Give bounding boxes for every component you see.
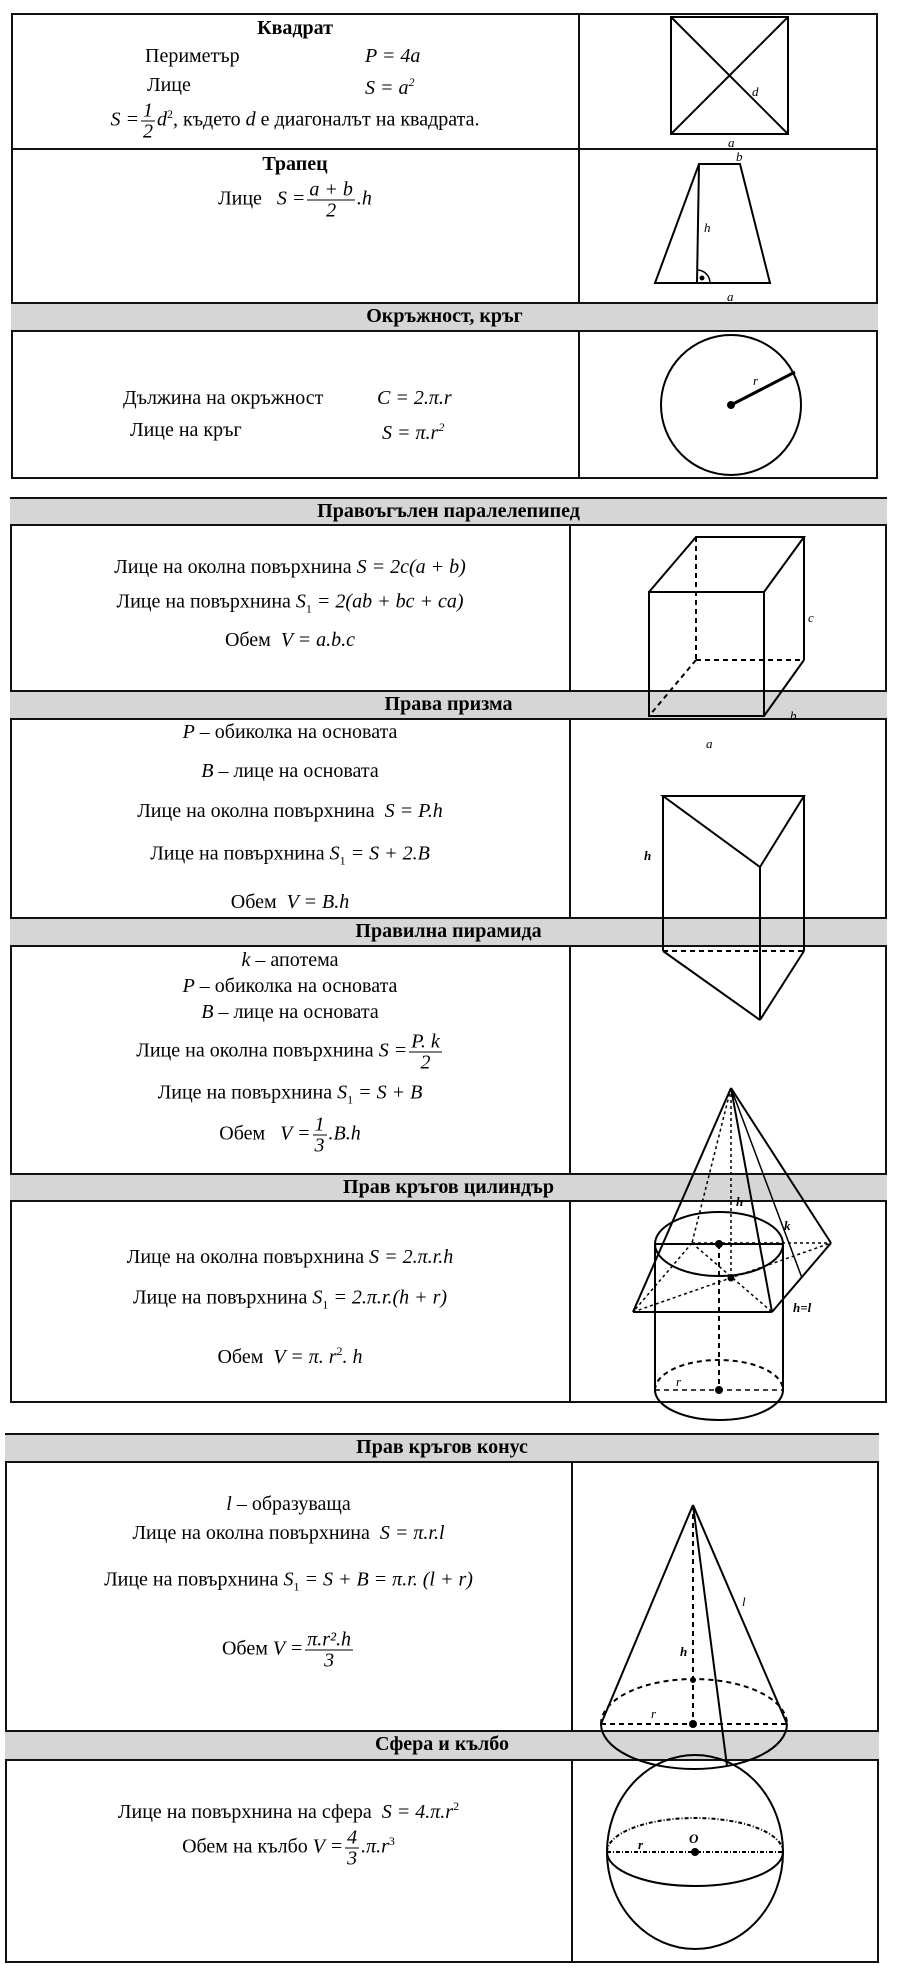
fraction — [409, 1032, 442, 1073]
text: е диагоналът на квадрата. — [255, 108, 480, 131]
label-h-equals-l: h=l — [793, 1300, 812, 1315]
section-title: Прав кръгов конус — [356, 1436, 528, 1458]
label: Лице на околна повърхнина — [126, 1246, 365, 1268]
label-c: c — [808, 610, 814, 625]
label-k: k — [784, 1218, 791, 1233]
denominator: 3 — [314, 1134, 325, 1157]
fraction — [305, 1630, 353, 1671]
section-title: Окръжност, кръг — [366, 305, 523, 327]
section-header-pyramid — [10, 917, 887, 947]
divider — [11, 148, 878, 150]
formula-lhs: V = — [280, 1122, 311, 1145]
text: – обиколка на основата — [194, 975, 398, 997]
label-h: h — [704, 220, 711, 235]
formula-lhs: S = — [110, 108, 139, 131]
pyramid-apothem-def — [10, 948, 570, 972]
pyramid-volume — [10, 1115, 570, 1156]
label-a: a — [728, 135, 735, 150]
label: Лице на околна повърхнина — [136, 1039, 374, 1062]
cone-generatrix-def — [5, 1492, 572, 1516]
fraction — [141, 101, 155, 142]
fraction — [345, 1828, 359, 1869]
label: Лице на околна повърхнина — [114, 556, 352, 578]
formula-s: S — [329, 842, 340, 865]
label: Лице на повърхнина — [132, 1286, 308, 1309]
formula: V = a.b.c — [280, 629, 356, 651]
formula: = 2.π.r.(h + r) — [328, 1286, 448, 1309]
subscript: 1 — [322, 1297, 329, 1312]
exponent: 2 — [167, 106, 173, 121]
prism-volume — [10, 890, 570, 914]
label-a: a — [706, 736, 713, 751]
label: Лице на повърхнина — [116, 590, 291, 613]
box-volume — [10, 628, 570, 652]
label-r: r — [753, 373, 759, 388]
variable: B — [201, 760, 214, 782]
prism-base-def — [10, 759, 570, 783]
subscript: 1 — [347, 1092, 354, 1107]
label: Обем — [221, 1637, 268, 1660]
numerator: a + b — [309, 178, 353, 201]
fraction — [313, 1115, 327, 1156]
label: Лице на повърхнина — [104, 1568, 279, 1591]
section-title: Сфера и кълбо — [375, 1733, 509, 1755]
denominator: 2 — [326, 199, 337, 222]
text: – образуваща — [231, 1493, 351, 1515]
variable: B — [201, 1001, 214, 1023]
formula-lhs: S = — [276, 187, 306, 210]
box-surface-area — [10, 590, 570, 621]
circumference-formula: C = 2.π.r — [377, 387, 452, 409]
label: Лице на повърхнина — [157, 1081, 333, 1104]
denominator: 3 — [347, 1847, 358, 1870]
numerator: 1 — [143, 99, 153, 122]
formula: S = 4.π.r — [381, 1800, 454, 1823]
label: Обем — [219, 1122, 266, 1145]
text: – обиколка на основата — [194, 721, 398, 743]
perimeter-label: Периметър — [145, 45, 240, 67]
cone-lateral-area — [5, 1521, 572, 1545]
label: Лице на повърхнина — [150, 842, 325, 865]
label-r: r — [651, 1706, 657, 1721]
subscript: 1 — [293, 1579, 300, 1594]
text: – апотема — [250, 949, 339, 971]
area-label: Лице — [147, 74, 191, 96]
circumference-label: Дължина на окръжност — [123, 387, 324, 409]
text: , където — [173, 108, 241, 131]
variable: k — [241, 949, 251, 971]
formula-tail: .π.r — [361, 1835, 389, 1858]
formula-text: S = a — [365, 76, 409, 99]
numerator: 4 — [347, 1826, 358, 1849]
formula: = S + B = π.r. (l + r) — [299, 1568, 473, 1591]
label: Обем — [224, 629, 271, 651]
exponent: 2 — [336, 1344, 343, 1359]
label-h: h — [736, 1194, 744, 1209]
exponent: 2 — [453, 1799, 460, 1814]
formula: V = π. r — [273, 1345, 337, 1368]
pyramid-perimeter-def — [10, 974, 570, 998]
label-l: l — [742, 1594, 746, 1609]
box-lateral-area — [10, 555, 570, 579]
cylinder-lateral-area — [10, 1245, 570, 1269]
numerator: π.r².h — [307, 1628, 352, 1651]
section-header-circle — [11, 302, 878, 332]
section-header-cone — [5, 1433, 879, 1463]
formula-s: S — [312, 1286, 323, 1309]
formula: S = 2c(a + b) — [356, 556, 466, 578]
label-h: h — [680, 1644, 688, 1659]
formula: V = B.h — [286, 891, 350, 913]
divider — [578, 331, 580, 478]
label: Лице — [218, 187, 262, 210]
label: Лице на повърхнина на сфера — [117, 1800, 372, 1823]
exponent: 2 — [408, 75, 415, 90]
formula-s: S — [295, 590, 306, 613]
fraction — [307, 180, 355, 221]
numerator: 1 — [314, 1113, 325, 1136]
perimeter-formula: P = 4a — [365, 45, 421, 67]
label-h: h — [644, 848, 652, 863]
label: Обем на кълбо — [182, 1835, 308, 1858]
formula: S = π.r.l — [379, 1522, 445, 1544]
cone-volume — [5, 1630, 572, 1671]
formula-lhs: S = — [378, 1039, 408, 1062]
prism-surface-area — [10, 842, 570, 873]
formula: = S + 2.B — [345, 842, 430, 865]
pyramid-lateral-area — [10, 1032, 570, 1073]
sphere-surface-area — [5, 1794, 572, 1824]
formula-s: S — [283, 1568, 294, 1591]
exponent: 3 — [388, 1833, 395, 1848]
denominator: 2 — [143, 120, 153, 143]
variable: d — [157, 108, 167, 131]
denominator: 3 — [324, 1649, 335, 1672]
section-header-prism — [10, 690, 887, 720]
prism-lateral-area — [10, 799, 570, 823]
section-header-cylinder — [10, 1173, 887, 1202]
variable: P — [182, 975, 195, 997]
label-a: a — [727, 289, 734, 304]
formula-s: S — [337, 1081, 348, 1104]
variable: d — [245, 108, 256, 131]
circle-area-formula — [382, 415, 444, 445]
area-formula — [365, 70, 415, 100]
label-d: d — [752, 84, 759, 99]
text: – лице на основата — [213, 1001, 379, 1023]
formula-text: S = π.r — [382, 421, 439, 444]
exponent: 2 — [438, 420, 445, 435]
ball-volume — [5, 1828, 572, 1869]
section-title: Права призма — [384, 693, 513, 715]
formula: S = P.h — [384, 800, 443, 822]
formula-tail: .B.h — [328, 1122, 361, 1145]
formula: = 2(ab + bc + ca) — [311, 590, 464, 613]
label: Лице на околна повърхнина — [137, 800, 375, 822]
formula-tail: .h — [356, 187, 372, 210]
diagonal-formula-line — [11, 101, 579, 142]
pyramid-surface-area — [10, 1081, 570, 1112]
cone-surface-area — [5, 1568, 572, 1599]
label-r: r — [638, 1837, 644, 1852]
formula-lhs: V = — [312, 1835, 344, 1858]
section-header-sphere — [5, 1730, 879, 1761]
subscript: 1 — [305, 601, 312, 616]
label: Лице на околна повърхнина — [132, 1522, 370, 1544]
cylinder-surface-area — [10, 1286, 570, 1317]
formula-lhs: V = — [272, 1637, 304, 1660]
prism-perimeter-def — [10, 720, 570, 744]
subscript: 1 — [339, 853, 346, 868]
label-b: b — [736, 149, 743, 164]
pyramid-base-def — [10, 1000, 570, 1024]
section-title: Правоъгълен паралелепипед — [317, 500, 580, 522]
label: Обем — [217, 1345, 264, 1368]
section-title: Правилна пирамида — [355, 920, 542, 942]
variable: l — [226, 1493, 232, 1515]
label-b: b — [790, 708, 797, 723]
variable: P — [182, 721, 195, 743]
label: Обем — [230, 891, 277, 913]
label-o: O — [689, 1831, 699, 1846]
denominator: 2 — [420, 1051, 431, 1074]
section-title: Прав кръгов цилиндър — [343, 1176, 554, 1198]
formula: = S + B — [353, 1081, 423, 1104]
formula-tail: . h — [342, 1345, 363, 1368]
formula: S = 2.π.r.h — [369, 1246, 454, 1268]
section-title-square: Квадрат — [257, 17, 333, 39]
section-title-trapezoid: Трапец — [262, 153, 328, 175]
label-r: r — [676, 1374, 682, 1389]
text: – лице на основата — [213, 760, 379, 782]
cylinder-volume — [10, 1339, 570, 1369]
numerator: P. k — [411, 1030, 440, 1053]
circle-area-label: Лице на кръг — [130, 419, 242, 441]
trapezoid-area-formula — [11, 180, 579, 221]
section-header-box — [10, 497, 887, 526]
